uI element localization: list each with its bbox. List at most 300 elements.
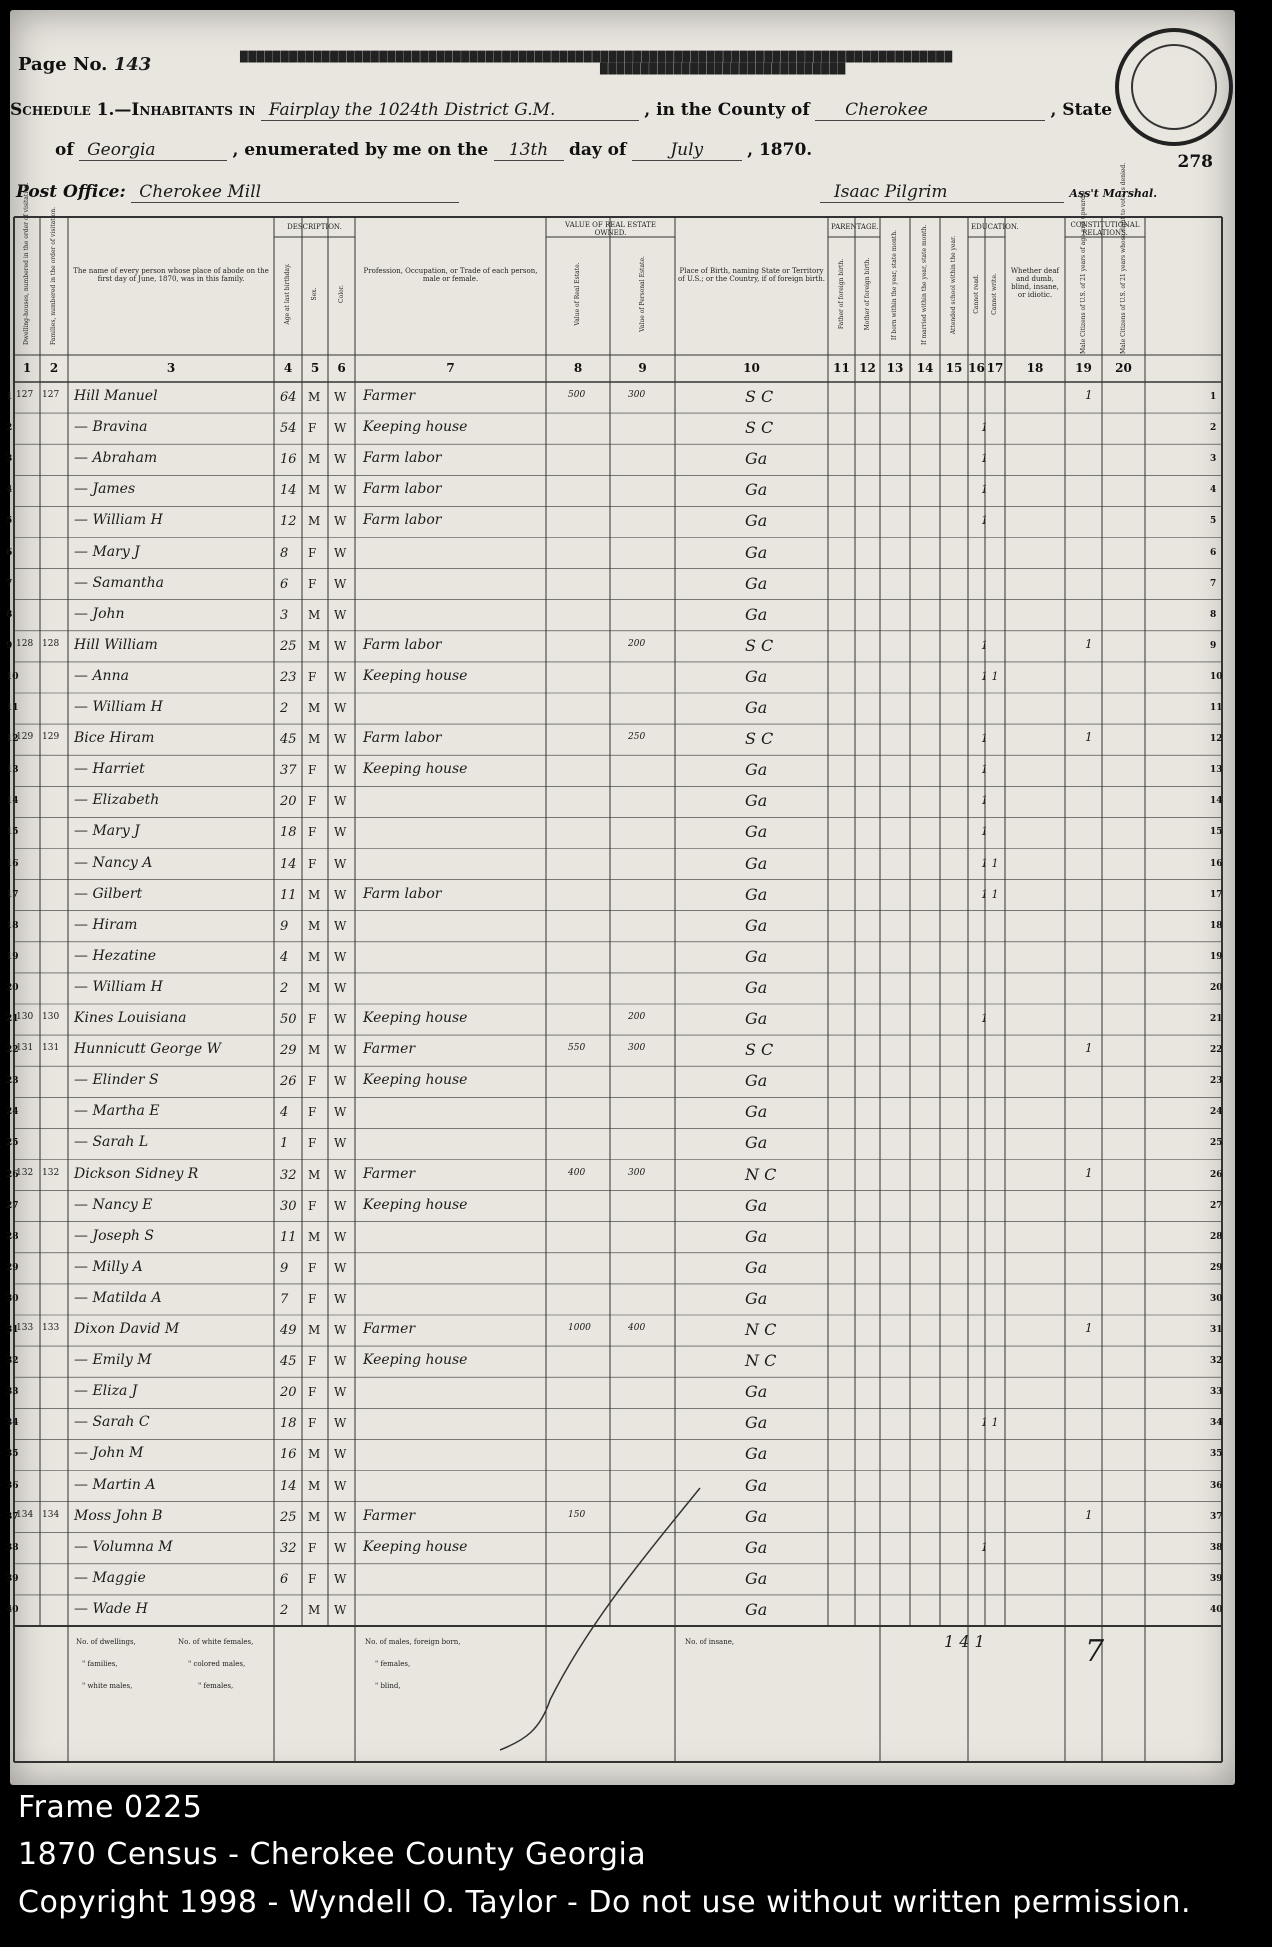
column-number: 4: [283, 361, 293, 375]
person-name: — Elinder S: [74, 1072, 159, 1089]
dwelling-number: 132: [16, 1167, 34, 1178]
column-number: 8: [573, 361, 583, 375]
birthplace: Ga: [745, 853, 768, 873]
person-color: W: [334, 390, 347, 404]
birthplace: Ga: [745, 1506, 768, 1526]
column-number: 15: [945, 361, 963, 375]
line-number-left: 14: [6, 796, 19, 807]
person-age: 6: [280, 1571, 289, 1587]
person-age: 20: [280, 1385, 297, 1401]
dwelling-number: 129: [16, 732, 34, 743]
person-sex: M: [308, 514, 321, 529]
person-age: 3: [280, 607, 289, 623]
person-color: W: [334, 514, 347, 529]
cannot-write-mark: 1 1: [981, 887, 999, 901]
line-number-left: 37: [6, 1511, 19, 1522]
person-name: — Eliza J: [74, 1383, 138, 1400]
line-number-right: 14: [1210, 796, 1223, 807]
person-sex: M: [308, 701, 321, 715]
person-occupation: Farm labor: [363, 885, 442, 902]
person-name: — Nancy A: [74, 854, 153, 871]
group-header-constitutional: CONSTITUTIONAL RELATIONS.: [1070, 221, 1140, 237]
person-color: W: [334, 856, 347, 871]
person-sex: M: [308, 1323, 321, 1337]
person-sex: F: [308, 1105, 317, 1120]
line-number-right: 13: [1210, 765, 1223, 776]
person-color: W: [334, 1105, 347, 1120]
birthplace: Ga: [745, 511, 768, 531]
column-header-5: Sex.: [311, 287, 318, 301]
family-number: 128: [42, 638, 60, 649]
group-header-parentage: PARENTAGE.: [831, 223, 879, 231]
person-sex: F: [308, 1136, 317, 1151]
family-number: 127: [42, 390, 60, 400]
person-color: W: [334, 638, 347, 653]
line-number-left: 18: [6, 920, 19, 931]
person-occupation: Keeping house: [363, 667, 468, 684]
line-number-right: 23: [1210, 1076, 1223, 1087]
cannot-write-mark: 1: [981, 421, 988, 435]
enumeration-day: 13th: [494, 140, 564, 161]
person-sex: M: [308, 918, 321, 933]
birthplace: Ga: [745, 915, 768, 935]
line-number-right: 36: [1210, 1480, 1223, 1491]
personal-estate-value: 300: [628, 1043, 646, 1054]
person-sex: F: [308, 576, 317, 591]
person-color: W: [334, 452, 347, 467]
person-color: W: [334, 887, 347, 902]
person-color: W: [334, 545, 347, 560]
summary-families: " families,: [82, 1660, 118, 1668]
birthplace: Ga: [745, 666, 768, 686]
line-number-right: 3: [1210, 454, 1217, 465]
cannot-write-mark: 1: [981, 794, 988, 808]
citizen-mark: 1: [1085, 1165, 1093, 1180]
person-sex: M: [308, 452, 321, 467]
person-name: — Matilda A: [74, 1289, 162, 1306]
person-name: — Elizabeth: [74, 792, 160, 809]
page-no-value: 143: [113, 54, 152, 75]
column-header-7: Profession, Occupation, or Trade of each person, male or female.: [363, 267, 538, 283]
summary-insane: No. of insane,: [685, 1638, 735, 1646]
birthplace: Ga: [745, 698, 768, 717]
person-color: W: [334, 576, 347, 591]
person-sex: F: [308, 1416, 317, 1431]
family-number: 132: [42, 1167, 60, 1178]
line-number-right: 21: [1210, 1014, 1223, 1024]
column-header-8: Value of Real Estate.: [574, 262, 581, 326]
citizen-mark: 1: [1085, 388, 1093, 402]
summary-dwellings: No. of dwellings,: [76, 1638, 136, 1646]
line-number-left: 3: [6, 454, 13, 465]
person-name: Bice Hiram: [74, 730, 155, 747]
birthplace: Ga: [745, 573, 768, 593]
of-label: of: [55, 140, 74, 160]
person-color: W: [334, 763, 347, 778]
person-sex: F: [308, 1012, 317, 1026]
person-sex: F: [308, 1385, 317, 1400]
person-color: W: [334, 701, 347, 715]
person-color: W: [334, 607, 347, 622]
birthplace: Ga: [745, 1226, 768, 1246]
instructions-note: ███████████████████████████████████████████████████████████████████████████████████████ ██████████████████████████████: [240, 52, 953, 75]
birthplace: Ga: [745, 1257, 768, 1277]
line-number-left: 35: [6, 1449, 19, 1460]
footer-title: 1870 Census - Cherokee County Georgia: [18, 1837, 647, 1872]
person-sex: F: [308, 763, 317, 778]
person-sex: M: [308, 732, 321, 747]
line-number-right: 39: [1210, 1573, 1223, 1584]
cannot-write-mark: 1 1: [981, 669, 999, 683]
person-age: 49: [280, 1323, 297, 1338]
group-header-description: DESCRIPTION.: [287, 223, 342, 231]
dwelling-number: 131: [16, 1043, 34, 1054]
person-age: 29: [280, 1043, 297, 1059]
person-sex: M: [308, 980, 321, 995]
line-number-right: 9: [1210, 640, 1217, 651]
person-occupation: Keeping house: [363, 1352, 468, 1369]
state-label: , State: [1050, 100, 1113, 120]
birthplace: Ga: [745, 977, 768, 997]
column-header-19: Male Citizens of U.S. of 21 years of age and upwards.: [1079, 191, 1087, 354]
person-name: — John: [74, 605, 125, 622]
line-number-left: 13: [6, 765, 19, 776]
summary-colored-females: " females,: [198, 1682, 234, 1690]
person-age: 45: [280, 732, 297, 748]
line-number-right: 12: [1210, 734, 1223, 745]
line-number-right: 4: [1210, 485, 1217, 496]
person-color: W: [334, 732, 347, 747]
person-age: 18: [280, 1416, 297, 1432]
line-number-left: 27: [6, 1200, 19, 1211]
column-number: 19: [1075, 361, 1092, 375]
column-number: 10: [743, 361, 760, 375]
person-sex: M: [308, 1167, 321, 1182]
line-number-left: 25: [6, 1138, 19, 1149]
birthplace: N C: [745, 1320, 777, 1339]
line-number-left: 22: [6, 1045, 19, 1056]
line-number-left: 38: [6, 1542, 19, 1553]
cannot-write-mark: 1 1: [981, 1416, 999, 1430]
citizen-mark: 1: [1085, 1321, 1093, 1335]
line-number-right: 31: [1210, 1325, 1223, 1335]
summary-white-females: No. of white females,: [178, 1638, 254, 1646]
person-sex: M: [308, 949, 321, 964]
cannot-write-mark: 1: [981, 638, 988, 652]
person-name: — Wade H: [74, 1600, 148, 1617]
person-name: — Joseph S: [74, 1227, 154, 1244]
person-age: 16: [280, 1447, 297, 1463]
cannot-write-mark: 1: [981, 514, 988, 528]
folio-number: 278: [1177, 152, 1213, 172]
column-header-3: The name of every person whose place of abode on the first day of June, 1870, was in this family.: [73, 267, 269, 283]
column-number: 20: [1115, 361, 1132, 375]
line-number-left: 28: [6, 1231, 19, 1242]
person-color: W: [334, 1167, 347, 1182]
person-sex: M: [308, 607, 321, 622]
person-age: 26: [280, 1074, 297, 1090]
cannot-write-mark: 1: [981, 452, 988, 466]
person-age: 18: [280, 825, 297, 841]
line-number-right: 27: [1210, 1200, 1223, 1211]
person-name: — Abraham: [74, 450, 158, 467]
line-number-left: 31: [6, 1325, 19, 1335]
person-name: Hunnicutt George W: [74, 1041, 221, 1058]
person-color: W: [334, 949, 347, 964]
person-name: Dickson Sidney R: [74, 1165, 199, 1182]
birthplace: Ga: [745, 760, 768, 780]
column-number: 16: [968, 361, 985, 375]
person-color: W: [334, 1478, 347, 1493]
person-age: 4: [280, 949, 289, 965]
line-number-left: 39: [6, 1573, 19, 1584]
birthplace: Ga: [745, 884, 768, 904]
person-age: 2: [280, 1602, 289, 1618]
person-age: 32: [280, 1540, 297, 1556]
enumerated-label: , enumerated by me on the: [232, 140, 489, 160]
real-estate-value: 550: [568, 1043, 586, 1054]
person-age: 20: [280, 794, 297, 810]
person-occupation: Farm labor: [363, 636, 442, 653]
line-number-left: 15: [6, 827, 19, 838]
line-number-right: 25: [1210, 1138, 1223, 1149]
person-color: W: [334, 1229, 347, 1244]
group-header-real-estate: VALUE OF REAL ESTATE OWNED.: [565, 221, 656, 237]
person-sex: F: [308, 545, 317, 560]
birthplace: S C: [745, 1040, 774, 1060]
person-occupation: Keeping house: [363, 1196, 468, 1213]
line-number-right: 28: [1210, 1231, 1223, 1242]
person-sex: M: [308, 1043, 321, 1058]
person-age: 23: [280, 669, 297, 685]
person-color: W: [334, 1043, 347, 1058]
line-number-right: 37: [1210, 1511, 1223, 1522]
line-number-left: 32: [6, 1356, 19, 1367]
cannot-write-mark: 1: [981, 825, 988, 839]
birthplace: S C: [745, 729, 774, 749]
birthplace: Ga: [745, 604, 768, 624]
schedule-label: Schedule 1.—Inhabitants in: [10, 100, 256, 120]
line-number-left: 23: [6, 1076, 19, 1087]
page-no-label: Page No.: [18, 54, 108, 75]
column-header-9: Value of Personal Estate.: [638, 256, 646, 332]
person-name: — Sarah C: [74, 1414, 150, 1431]
birthplace: Ga: [745, 822, 768, 842]
dwelling-number: 128: [16, 638, 34, 649]
family-number: 129: [42, 732, 60, 743]
line-number-left: 5: [6, 516, 13, 527]
person-occupation: Keeping house: [363, 1010, 468, 1026]
person-age: 11: [280, 887, 297, 903]
person-color: W: [334, 1540, 347, 1555]
person-age: 2: [280, 980, 289, 996]
column-header-1: Dwelling-houses, numbered in the order of visitation.: [23, 182, 30, 345]
real-estate-value: 400: [568, 1167, 586, 1178]
line-number-right: 1: [1210, 392, 1217, 402]
person-age: 25: [280, 638, 297, 654]
place-name: Fairplay the 1024th District G.M.: [261, 100, 639, 121]
person-name: — William H: [74, 699, 163, 715]
county-name: Cherokee: [815, 100, 1045, 121]
column-number: 12: [859, 361, 876, 375]
person-name: Hill Manuel: [74, 388, 158, 404]
person-name: — Gilbert: [74, 885, 143, 902]
person-sex: F: [308, 1198, 317, 1213]
column-header-17: Cannot write.: [991, 273, 998, 315]
line-number-left: 29: [6, 1262, 19, 1273]
person-sex: F: [308, 1074, 317, 1089]
line-number-left: 36: [6, 1480, 19, 1491]
birthplace: Ga: [745, 946, 768, 966]
birthplace: Ga: [745, 1382, 768, 1402]
personal-estate-value: 200: [628, 638, 646, 649]
birthplace: Ga: [745, 1195, 768, 1215]
person-name: — Bravina: [74, 419, 148, 436]
cannot-write-mark: 1: [981, 763, 988, 777]
column-number: 11: [833, 361, 850, 375]
person-sex: M: [308, 483, 321, 498]
person-occupation: Farm labor: [363, 512, 442, 529]
dwelling-number: 133: [16, 1323, 34, 1333]
line-number-left: 10: [6, 671, 19, 682]
person-color: W: [334, 1385, 347, 1400]
real-estate-value: 1000: [568, 1323, 591, 1333]
column-header-20: Male Citizens of U.S. of 21 years whose right to vote is denied.: [1119, 162, 1127, 354]
person-age: 6: [280, 576, 289, 592]
person-occupation: Farm labor: [363, 481, 442, 498]
person-age: 1: [280, 1136, 289, 1152]
person-age: 9: [280, 918, 289, 934]
person-color: W: [334, 1416, 347, 1431]
footer-frame: Frame 0225: [18, 1790, 203, 1825]
person-color: W: [334, 918, 347, 933]
birthplace: S C: [745, 418, 774, 438]
line-number-left: 7: [6, 578, 13, 589]
real-estate-value: 150: [568, 1509, 586, 1520]
column-header-13: If born within the year, state month.: [891, 229, 898, 341]
person-age: 64: [280, 390, 297, 405]
line-number-left: 17: [6, 889, 19, 900]
person-occupation: Farmer: [363, 388, 416, 404]
line-number-right: 30: [1210, 1293, 1223, 1304]
person-age: 4: [280, 1105, 289, 1121]
line-number-left: 4: [6, 485, 13, 496]
person-age: 12: [280, 514, 297, 530]
person-name: Dixon David M: [74, 1321, 180, 1337]
column-header-10: Place of Birth, naming State or Territory of U.S.; or the Country, if of foreign birth.: [678, 267, 826, 283]
person-sex: F: [308, 856, 317, 871]
person-color: W: [334, 1291, 347, 1306]
person-age: 7: [280, 1291, 289, 1307]
person-color: W: [334, 421, 347, 436]
person-age: 25: [280, 1509, 297, 1525]
column-number: 5: [310, 361, 320, 375]
birthplace: S C: [745, 387, 774, 406]
person-sex: M: [308, 887, 321, 902]
dwelling-number: 130: [16, 1012, 34, 1022]
person-color: W: [334, 1136, 347, 1151]
person-name: — Maggie: [74, 1569, 146, 1586]
footer-copyright: Copyright 1998 - Wyndell O. Taylor - Do not use without written permission.: [18, 1885, 1192, 1920]
line-number-right: 5: [1210, 516, 1217, 527]
citizen-mark: 1: [1085, 1041, 1093, 1056]
person-occupation: Keeping house: [363, 1538, 468, 1555]
real-estate-value: 500: [568, 390, 586, 400]
line-number-left: 11: [6, 703, 19, 713]
group-header-education: EDUCATION.: [971, 223, 1019, 231]
person-sex: F: [308, 1540, 317, 1555]
column-header-14: If married within the year, state month.: [921, 224, 928, 345]
person-color: W: [334, 669, 347, 684]
column-header-12: Mother of foreign birth.: [863, 257, 871, 331]
column-number: 2: [49, 361, 59, 375]
line-number-left: 24: [6, 1107, 19, 1118]
column-number: 1: [22, 361, 32, 375]
person-sex: F: [308, 1291, 317, 1306]
person-name: — Volumna M: [74, 1538, 173, 1555]
person-sex: F: [308, 1354, 317, 1369]
line-number-right: 10: [1210, 671, 1223, 682]
birthplace: Ga: [745, 1599, 768, 1619]
person-sex: F: [308, 669, 317, 684]
person-color: W: [334, 1074, 347, 1089]
family-number: 131: [42, 1043, 60, 1054]
person-sex: F: [308, 1260, 317, 1275]
line-number-left: 8: [6, 609, 13, 620]
person-name: — Martin A: [74, 1476, 156, 1493]
cannot-write-mark: 1: [981, 1540, 988, 1554]
person-age: 11: [280, 1229, 297, 1245]
person-sex: M: [308, 1447, 321, 1462]
person-color: W: [334, 1260, 347, 1275]
birthplace: Ga: [745, 1568, 768, 1588]
line-number-left: 19: [6, 951, 19, 962]
birthplace: S C: [745, 635, 774, 655]
line-number-left: 6: [6, 547, 13, 558]
line-number-left: 33: [6, 1387, 19, 1398]
column-number: 17: [986, 361, 1004, 375]
birthplace: N C: [745, 1351, 777, 1371]
summary-white-males: " white males,: [82, 1682, 133, 1690]
personal-estate-value: 400: [628, 1323, 646, 1333]
line-number-right: 24: [1210, 1107, 1223, 1118]
birthplace: Ga: [745, 1475, 768, 1495]
summary-blind: " blind,: [375, 1682, 401, 1690]
person-name: — James: [74, 481, 136, 498]
person-color: W: [334, 825, 347, 840]
person-color: W: [334, 1447, 347, 1462]
line-number-left: 2: [6, 423, 13, 434]
summary-foreign-males: No. of males, foreign born,: [365, 1638, 461, 1646]
person-name: — Samantha: [74, 574, 165, 591]
person-age: 2: [280, 701, 289, 716]
line-number-right: 40: [1210, 1604, 1223, 1615]
person-color: W: [334, 1354, 347, 1369]
family-number: 134: [42, 1509, 60, 1520]
line-number-left: 30: [6, 1293, 19, 1304]
cannot-write-mark: 1: [981, 483, 988, 497]
line-number-right: 15: [1210, 827, 1223, 838]
birthplace: Ga: [745, 1413, 768, 1433]
personal-estate-value: 250: [628, 732, 646, 743]
enumeration-year: , 1870.: [747, 140, 813, 160]
line-number-right: 2: [1210, 423, 1217, 434]
person-occupation: Keeping house: [363, 761, 468, 778]
line-number-right: 29: [1210, 1262, 1223, 1273]
column-header-15: Attended school within the year.: [950, 235, 957, 335]
line-number-left: 9: [6, 640, 13, 651]
person-color: W: [334, 794, 347, 809]
